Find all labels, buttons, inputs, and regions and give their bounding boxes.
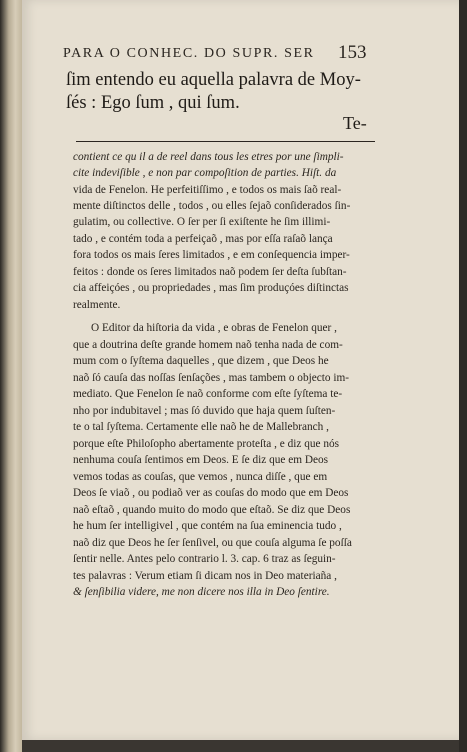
page-bottom-shadow bbox=[22, 740, 459, 752]
footnote-line: vida de Fenelon. He perfeitiſſimo , e todos os mais ſaõ real- bbox=[73, 184, 342, 196]
footnote-line: mente diſtinctos delle , todos , ou elles ſejaõ conſiderados ſin- bbox=[73, 200, 351, 212]
footnote-line: naõ eſtaõ , quando muito do modo que eſtaõ. Se diz que Deos bbox=[73, 504, 351, 516]
footnote-line: cite indeviſible , e non par compoſition de parties. Hiſt. da bbox=[73, 167, 337, 179]
footnote-line: porque eſte Philoſopho abertamente proteſta , e diz que nós bbox=[73, 438, 340, 450]
footnote-line: tes palavras : Verum etiam ſi dicam nos in Deo materiaña , bbox=[73, 570, 337, 582]
book-gutter bbox=[0, 0, 22, 752]
running-head: PARA O CONHEC. DO SUPR. SER bbox=[63, 46, 315, 61]
footnote-line: nho por indubitavel ; mas ſó duvido que haja quem ſuſten- bbox=[73, 405, 336, 417]
footnote-line: he hum ſer intelligivel , que contém na ſua eminencia tudo , bbox=[73, 520, 342, 532]
footnote-line: gulatim, ou collective. O ſer per ſi exiſtente he ſim illimi- bbox=[73, 216, 331, 228]
footnote-line: fora todos os mais ſeres limitados , e em conſequencia imper- bbox=[73, 249, 350, 261]
footnote-line: te o tal ſyſtema. Certamente elle naõ he de Mallebranch , bbox=[73, 421, 329, 433]
footnote-line: mediato. Que Fenelon ſe naõ conforme com eſte ſyſtema te- bbox=[73, 388, 343, 400]
page-edge-shadow bbox=[459, 0, 467, 752]
main-text-line: ſim entendo eu aquella palavra de Moy- bbox=[66, 70, 361, 90]
footnote-rule bbox=[76, 141, 375, 142]
footnote-line: vemos todas as couſas, que vemos , nunca diſſe , que em bbox=[73, 471, 328, 483]
footnote-line: feitos : donde os ſeres limitados naõ podem ſer deſta ſubſtan- bbox=[73, 266, 347, 278]
footnote-line: tado , e contém toda a perfeiçaõ , mas por eſſa raſaõ lança bbox=[73, 233, 333, 245]
footnote-line: cia affeiçóes , ou propriedades , mas ſim produçóes diſtinctas bbox=[73, 282, 349, 294]
footnote-line: nenhuma couſa ſentimos em Deos. E ſe diz que em Deos bbox=[73, 454, 329, 466]
footnote-line: realmente. bbox=[73, 299, 121, 311]
footnote-line: O Editor da hiſtoria da vida , e obras de Fenelon quer , bbox=[91, 322, 337, 334]
footnote-line: naõ ſó cauſa das noſſas ſenſações , mas tambem o objecto im- bbox=[73, 372, 350, 384]
footnote-line: naõ diz que Deos he ſer ſenſivel, ou que couſa alguma ſe poſſa bbox=[73, 537, 352, 549]
main-text-line: ſés : Ego ſum , qui ſum. bbox=[66, 93, 240, 113]
footnote-line: Deos ſe viaõ , ou podiaõ ver as couſas do modo que em Deos bbox=[73, 487, 349, 499]
footnote-line: & ſenſibilia videre, me non dicere nos illa in Deo ſentire. bbox=[73, 586, 330, 598]
footnote-line: que a doutrina deſte grande homem naõ tenha nada de com- bbox=[73, 339, 343, 351]
footnote-line: ſentir nelle. Antes pelo contrario l. 3. cap. 6 traz as ſeguin- bbox=[73, 553, 336, 565]
page-number: 153 bbox=[338, 42, 367, 63]
catchword: Te- bbox=[343, 113, 367, 133]
footnote-line: contient ce qu il a de reel dans tous les etres por une ſimpli- bbox=[73, 151, 344, 163]
footnote-line: mum com o ſyſtema daquelles , que dizem , que Deos he bbox=[73, 355, 329, 367]
